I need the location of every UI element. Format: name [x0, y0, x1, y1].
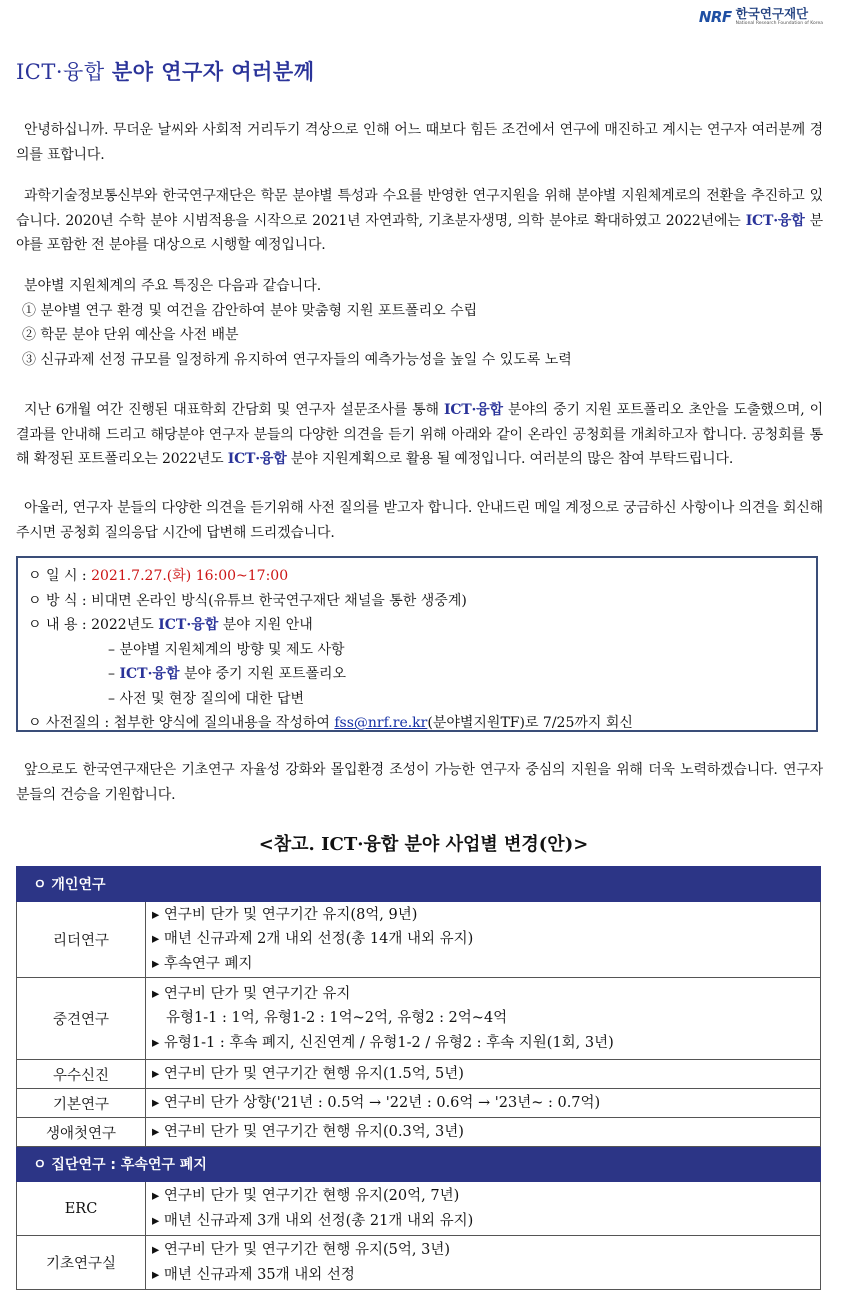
event-sub2-rest: 분야 중기 지원 포트폴리오	[183, 666, 347, 682]
event-sub2-highlight: ICT·융합	[119, 666, 180, 682]
table-row	[17, 978, 821, 1060]
reference-table	[16, 866, 821, 1290]
detail-line: ▸ 매년 신규과제 2개 내외 선정(총 14개 내외 유지)	[152, 931, 474, 948]
hearing-paragraph	[16, 398, 823, 472]
table-row	[17, 1060, 821, 1089]
details-cell	[146, 1060, 821, 1089]
nrf-logo-sub: National Research Foundation of Korea	[735, 20, 823, 26]
hearing-text-b: 분야의 중기 지원 포트폴리오 초안을 도출했으며, 이 결과를 안내해 드리고 해당분야 연구자 분들의 다양한 의견을 듣기 위해 아래와 같이 온라인 공청회를 개최하고자 합니다. 공청회를 통해 확정된 포트폴리오는 2022년도	[16, 402, 823, 467]
event-content-rest: 분야 지원 안내	[222, 617, 313, 633]
event-date-label: ㅇ 일 시 :	[28, 568, 87, 584]
category-cell: 리더연구	[17, 902, 146, 978]
table-row	[17, 1182, 821, 1236]
detail-line: ▸ 후속연구 폐지	[152, 955, 253, 972]
category-cell: 생애첫연구	[17, 1118, 146, 1147]
detail-line: ▸ 연구비 단가 및 연구기간 유지(8억, 9년)	[152, 906, 418, 923]
feature-item: ③ 신규과제 선정 규모를 일정하게 유지하여 연구자들의 예측가능성을 높일 수 있도록 노력	[22, 351, 572, 368]
nrf-logo-name: 한국연구재단	[735, 6, 809, 21]
details-cell	[146, 1182, 821, 1236]
section-header-cell: ㅇ 개인연구	[17, 867, 821, 902]
prequestion-label: ㅇ 사전질의 : 첨부한 양식에 질의내용을 작성하여	[28, 715, 330, 731]
hearing-highlight-2: ICT·융합	[227, 451, 287, 467]
detail-line: ▸ 연구비 단가 및 연구기간 현행 유지(5억, 3년)	[152, 1242, 451, 1258]
details-cell	[146, 902, 821, 978]
section-header-individual	[17, 867, 821, 902]
prequestion-rest: (분야별지원TF)로 7/25까지 회신	[427, 715, 633, 731]
table-row	[17, 902, 821, 978]
detail-line: ▸ 연구비 단가 및 연구기간 유지	[152, 985, 351, 1002]
category-cell: ERC	[17, 1182, 146, 1236]
feature-item: ② 학문 분야 단위 예산을 사전 배분	[22, 327, 239, 343]
detail-line: ▸ 매년 신규과제 3개 내외 선정(총 21개 내외 유지)	[152, 1212, 474, 1229]
detail-line: ▸ 유형1-1 : 후속 폐지, 신진연계 / 유형1-2 / 유형2 : 후속 지원(1회, 3년)	[152, 1034, 614, 1051]
page-title	[16, 56, 315, 86]
transition-highlight: ICT·융합	[745, 212, 805, 229]
closing-paragraph: 앞으로도 한국연구재단은 기초연구 자율성 강화와 몰입환경 조성이 가능한 연구자 중심의 지원을 위해 더욱 노력하겠습니다. 연구자 분들의 건승을 기원합니다.	[16, 762, 823, 803]
event-content-sub-2	[28, 662, 806, 687]
event-method-row: ㅇ 방 식 : 비대면 온라인 방식(유튜브 한국연구재단 채널을 통한 생중계)	[28, 592, 467, 609]
detail-line: 유형1-1 : 1억, 유형1-2 : 1억~2억, 유형2 : 2억~4억	[166, 1010, 508, 1027]
table-row	[17, 1118, 821, 1147]
category-cell: 우수신진	[17, 1060, 146, 1089]
detail-line: ▸ 매년 신규과제 35개 내외 선정	[152, 1266, 355, 1283]
nrf-logo	[699, 8, 823, 26]
reference-title: <참고. ICT·융합 분야 사업별 변경(안)>	[258, 834, 589, 855]
title-highlight: ICT·융합	[16, 60, 105, 84]
details-cell	[146, 978, 821, 1060]
prequestion-email-link[interactable]: fss@nrf.re.kr	[334, 715, 428, 731]
details-cell	[146, 1118, 821, 1147]
question-paragraph: 아울러, 연구자 분들의 다양한 의견을 듣기위해 사전 질의를 받고자 합니다. 안내드린 메일 계정으로 궁금하신 사항이나 의견을 회신해 주시면 공청회 질의응답 시간에 답변해 드리겠습니다.	[16, 500, 823, 541]
event-content-highlight: ICT·융합	[158, 617, 219, 633]
greeting-paragraph: 안녕하십니까. 무더운 날씨와 사회적 거리두기 격상으로 인해 어느 때보다 힘든 조건에서 연구에 매진하고 계시는 연구자 여러분께 경의를 표합니다.	[16, 122, 823, 163]
transition-paragraph	[16, 184, 823, 258]
table-row	[17, 1089, 821, 1118]
nrf-logo-text	[736, 8, 823, 26]
event-content-label: ㅇ 내 용 : 2022년도	[28, 617, 154, 633]
hearing-text-a: 지난 6개월 여간 진행된 대표학회 간담회 및 연구자 설문조사를 통해	[24, 402, 439, 418]
detail-line: ▸ 연구비 단가 상향('21년 : 0.5억 → '22년 : 0.6억 → '23년~ : 0.7억)	[152, 1094, 601, 1111]
title-rest: 분야 연구자 여러분께	[111, 59, 315, 84]
event-content-sub-3: – 사전 및 현장 질의에 대한 답변	[108, 690, 304, 707]
section-header-group	[17, 1147, 821, 1182]
transition-text-b: 분야를 포함한 전 분야를 대상으로 시행할 예정입니다.	[16, 212, 823, 253]
detail-line: ▸ 연구비 단가 및 연구기간 현행 유지(20억, 7년)	[152, 1188, 460, 1204]
category-cell: 중견연구	[17, 978, 146, 1060]
nrf-logo-mark: NRF	[698, 8, 732, 26]
features-intro: 분야별 지원체계의 주요 특징은 다음과 같습니다.	[24, 278, 322, 294]
table-row	[17, 1236, 821, 1290]
details-cell	[146, 1236, 821, 1290]
event-prequestion-row	[28, 711, 806, 736]
category-cell: 기본연구	[17, 1089, 146, 1118]
details-cell	[146, 1089, 821, 1118]
transition-text-a: 과학기술정보통신부와 한국연구재단은 학문 분야별 특성과 수요를 반영한 연구지원을 위해 분야별 지원체계로의 전환을 추진하고 있습니다. 2020년 수학 분야 시범적용을 시작으로 2021년 자연과학, 기초분자생명, 의학 분야로 확대하였고 2022년에는	[16, 188, 823, 229]
feature-item: ① 분야별 연구 환경 및 여건을 감안하여 분야 맞춤형 지원 포트폴리오 수립	[22, 302, 478, 319]
event-content-row	[28, 613, 806, 638]
hearing-highlight-1: ICT·융합	[444, 402, 503, 418]
event-date-row	[28, 564, 806, 589]
category-cell: 기초연구실	[17, 1236, 146, 1290]
event-info-box	[16, 556, 818, 732]
event-sub2-dash: –	[108, 666, 115, 682]
event-content-sub-1: – 분야별 지원체계의 방향 및 제도 사항	[108, 641, 345, 658]
features-list	[16, 274, 823, 372]
detail-line: ▸ 연구비 단가 및 연구기간 현행 유지(0.3억, 3년)	[152, 1123, 464, 1140]
hearing-text-c: 분야 지원계획으로 활용 될 예정입니다. 여러분의 많은 참여 부탁드립니다.	[290, 451, 734, 467]
event-date-value: 2021.7.27.(화) 16:00~17:00	[91, 568, 289, 584]
section-header-cell: ㅇ 집단연구 : 후속연구 폐지	[17, 1147, 821, 1182]
detail-line: ▸ 연구비 단가 및 연구기간 현행 유지(1.5억, 5년)	[152, 1065, 464, 1082]
